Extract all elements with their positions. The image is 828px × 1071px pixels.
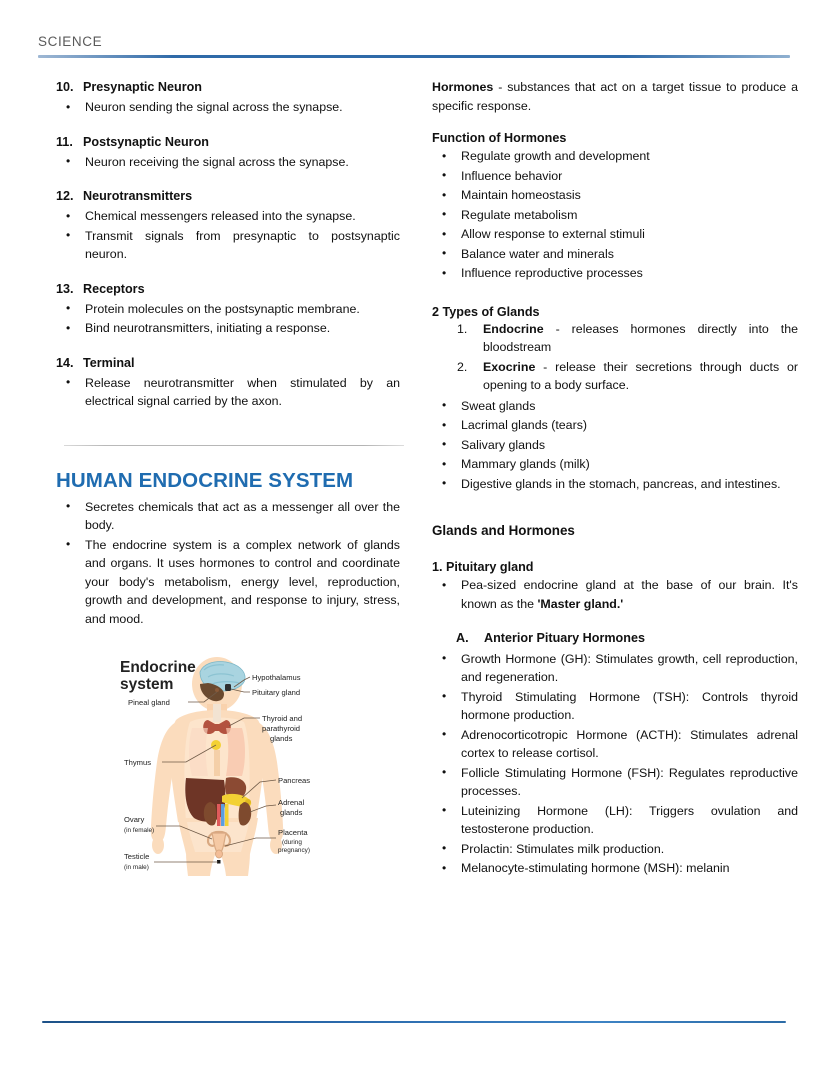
hormones-definition-text: - substances that act on a target tissue to produce a specific response. — [432, 80, 798, 113]
list-item: • Thyroid Stimulating Hormone (TSH): Controls thyroid hormone production. — [432, 688, 798, 725]
bullet-list — [56, 498, 400, 629]
label-ovary-line2: (in female) — [124, 827, 155, 835]
list-item-heading — [56, 78, 400, 96]
list-item — [432, 576, 798, 613]
list-item: • Neuron receiving the signal across the synapse. — [56, 153, 400, 172]
endocrine-system-diagram — [104, 646, 334, 878]
list-item: • Chemical messengers released into the synapse. — [56, 207, 400, 226]
item-number: 10. — [56, 80, 74, 94]
label-placenta-line3: pregnancy) — [278, 847, 310, 855]
list-item: • Salivary glands — [432, 436, 798, 455]
bullet-list — [56, 207, 400, 264]
list-item-heading — [56, 280, 400, 298]
list-item: • Luteinizing Hormone (LH): Triggers ovulation and testosterone production. — [432, 802, 798, 839]
label-pituitary-gland: Pituitary gland — [252, 688, 301, 698]
label-hypothalamus: Hypothalamus — [252, 673, 301, 683]
figure-title-line2: system — [120, 676, 174, 694]
list-item: • Mammary glands (milk) — [432, 455, 798, 474]
label-thymus: Thymus — [124, 758, 152, 768]
gland-definition: - release their secretions through ducts or opening to a body surface. — [483, 359, 798, 392]
item-title: Neurotransmitters — [83, 189, 193, 203]
list-item: • Bind neurotransmitters, initiating a response. — [56, 319, 400, 338]
list-item: • Growth Hormone (GH): Stimulates growth, cell reproduction, and regeneration. — [432, 650, 798, 687]
page-title: HUMAN ENDOCRINE SYSTEM — [56, 468, 354, 492]
list-item-heading — [56, 354, 400, 372]
list-item: • Follicle Stimulating Hormone (FSH): Regulates reproductive processes. — [432, 764, 798, 801]
item-number: 14. — [56, 355, 74, 370]
item-title: Postsynaptic Neuron — [83, 134, 209, 149]
label-testicle-line2: (in male) — [124, 864, 149, 872]
label-thyroid-line1: Thyroid and — [262, 714, 303, 724]
bullet-list — [56, 374, 400, 411]
bullet-list — [432, 576, 798, 613]
list-item: • Influence behavior — [432, 167, 798, 186]
item-marker: 1. — [457, 321, 468, 336]
bullet-list — [56, 300, 400, 338]
list-item: • Digestive glands in the stomach, pancreas, and intestines. — [432, 475, 798, 494]
figure-title-line1: Endocrine — [120, 659, 196, 677]
item-number: 12. — [56, 189, 74, 203]
gland-type-item — [452, 358, 798, 395]
anterior-pituitary-heading — [456, 629, 798, 648]
anterior-hormones-list — [432, 650, 798, 878]
list-item: • Transmit signals from presynaptic to postsynaptic neuron. — [56, 227, 400, 264]
list-item: • Regulate growth and development — [432, 147, 798, 166]
list-item: • Protein molecules on the postsynaptic membrane. — [56, 300, 400, 319]
list-item: • Neuron sending the signal across the synapse. — [56, 98, 400, 117]
list-item: • Adrenocorticotropic Hormone (ACTH): Stimulates adrenal cortex to release cortisol. — [432, 726, 798, 763]
exocrine-examples-list — [432, 397, 798, 494]
list-item: • Prolactin: Stimulates milk production. — [432, 840, 798, 859]
label-pineal-gland: Pineal gland — [128, 698, 170, 708]
item-number: 11. — [56, 134, 73, 149]
left-column — [0, 78, 424, 878]
footer-divider — [42, 1021, 786, 1024]
pituitary-text: Pea-sized endocrine gland at the base of our brain. It's known as the — [461, 578, 798, 611]
label-thyroid-line3: glands — [270, 734, 293, 744]
page-header — [38, 34, 790, 58]
list-item: • Release neurotransmitter when stimulated by an electrical signal carried by the axon. — [56, 374, 400, 411]
anterior-heading-text: Anterior Pituary Hormones — [484, 631, 645, 645]
item-marker: 2. — [457, 359, 468, 374]
right-column — [424, 78, 828, 878]
label-ovary-line1: Ovary — [124, 815, 145, 825]
header-title: SCIENCE — [38, 34, 103, 49]
list-item: • Maintain homeostasis — [432, 186, 798, 205]
label-adrenal-line2: glands — [280, 808, 303, 818]
label-adrenal-line1: Adrenal — [278, 798, 305, 808]
content-columns — [0, 78, 828, 878]
list-item: • The endocrine system is a complex network of glands and organs. It uses hormones to control and coordinate your body's metabolism, energy level, reproduction, growth and development, and response to injury, stress, and mood. — [56, 536, 400, 629]
list-item: • Allow response to external stimuli — [432, 225, 798, 244]
types-of-glands-heading: 2 Types of Glands — [432, 304, 540, 319]
list-item: • Balance water and minerals — [432, 245, 798, 264]
item-marker: A. — [456, 631, 469, 645]
glands-and-hormones-heading: Glands and Hormones — [432, 523, 575, 538]
hormones-definition — [432, 78, 798, 115]
item-body — [483, 358, 798, 395]
item-number: 13. — [56, 281, 74, 296]
item-body — [483, 320, 798, 357]
list-item: • Melanocyte-stimulating hormone (MSH): melanin — [432, 859, 798, 878]
label-testicle-line1: Testicle — [124, 852, 150, 862]
label-placenta-line1: Placenta — [278, 828, 308, 838]
hormones-term: Hormones — [432, 80, 494, 94]
label-thyroid-line2: parathyroid — [262, 724, 300, 734]
master-gland-term: 'Master gland.' — [537, 596, 624, 611]
list-item-heading — [56, 187, 400, 205]
function-of-hormones-heading: Function of Hormones — [432, 131, 567, 145]
list-item: • Sweat glands — [432, 397, 798, 416]
gland-term: Exocrine — [483, 359, 536, 374]
list-item: • Influence reproductive processes — [432, 264, 798, 283]
bullet-list — [56, 98, 400, 117]
item-title: Receptors — [83, 281, 145, 296]
gland-type-item — [452, 320, 798, 357]
list-item-heading — [56, 133, 400, 151]
header-divider — [38, 55, 790, 58]
item-title: Presynaptic Neuron — [83, 80, 202, 94]
list-item: • Regulate metabolism — [432, 206, 798, 225]
list-item: • Lacrimal glands (tears) — [432, 416, 798, 435]
pituitary-gland-heading: 1. Pituitary gland — [432, 560, 534, 574]
gland-definition: - releases hormones directly into the bloodstream — [483, 321, 798, 354]
bullet-list — [56, 153, 400, 172]
label-placenta-line2: (during — [282, 839, 302, 847]
gland-term: Endocrine — [483, 321, 544, 336]
bullet-list — [432, 147, 798, 283]
list-item: • Secretes chemicals that act as a messenger all over the body. — [56, 498, 400, 535]
label-pancreas: Pancreas — [278, 776, 311, 786]
item-title: Terminal — [83, 355, 135, 370]
